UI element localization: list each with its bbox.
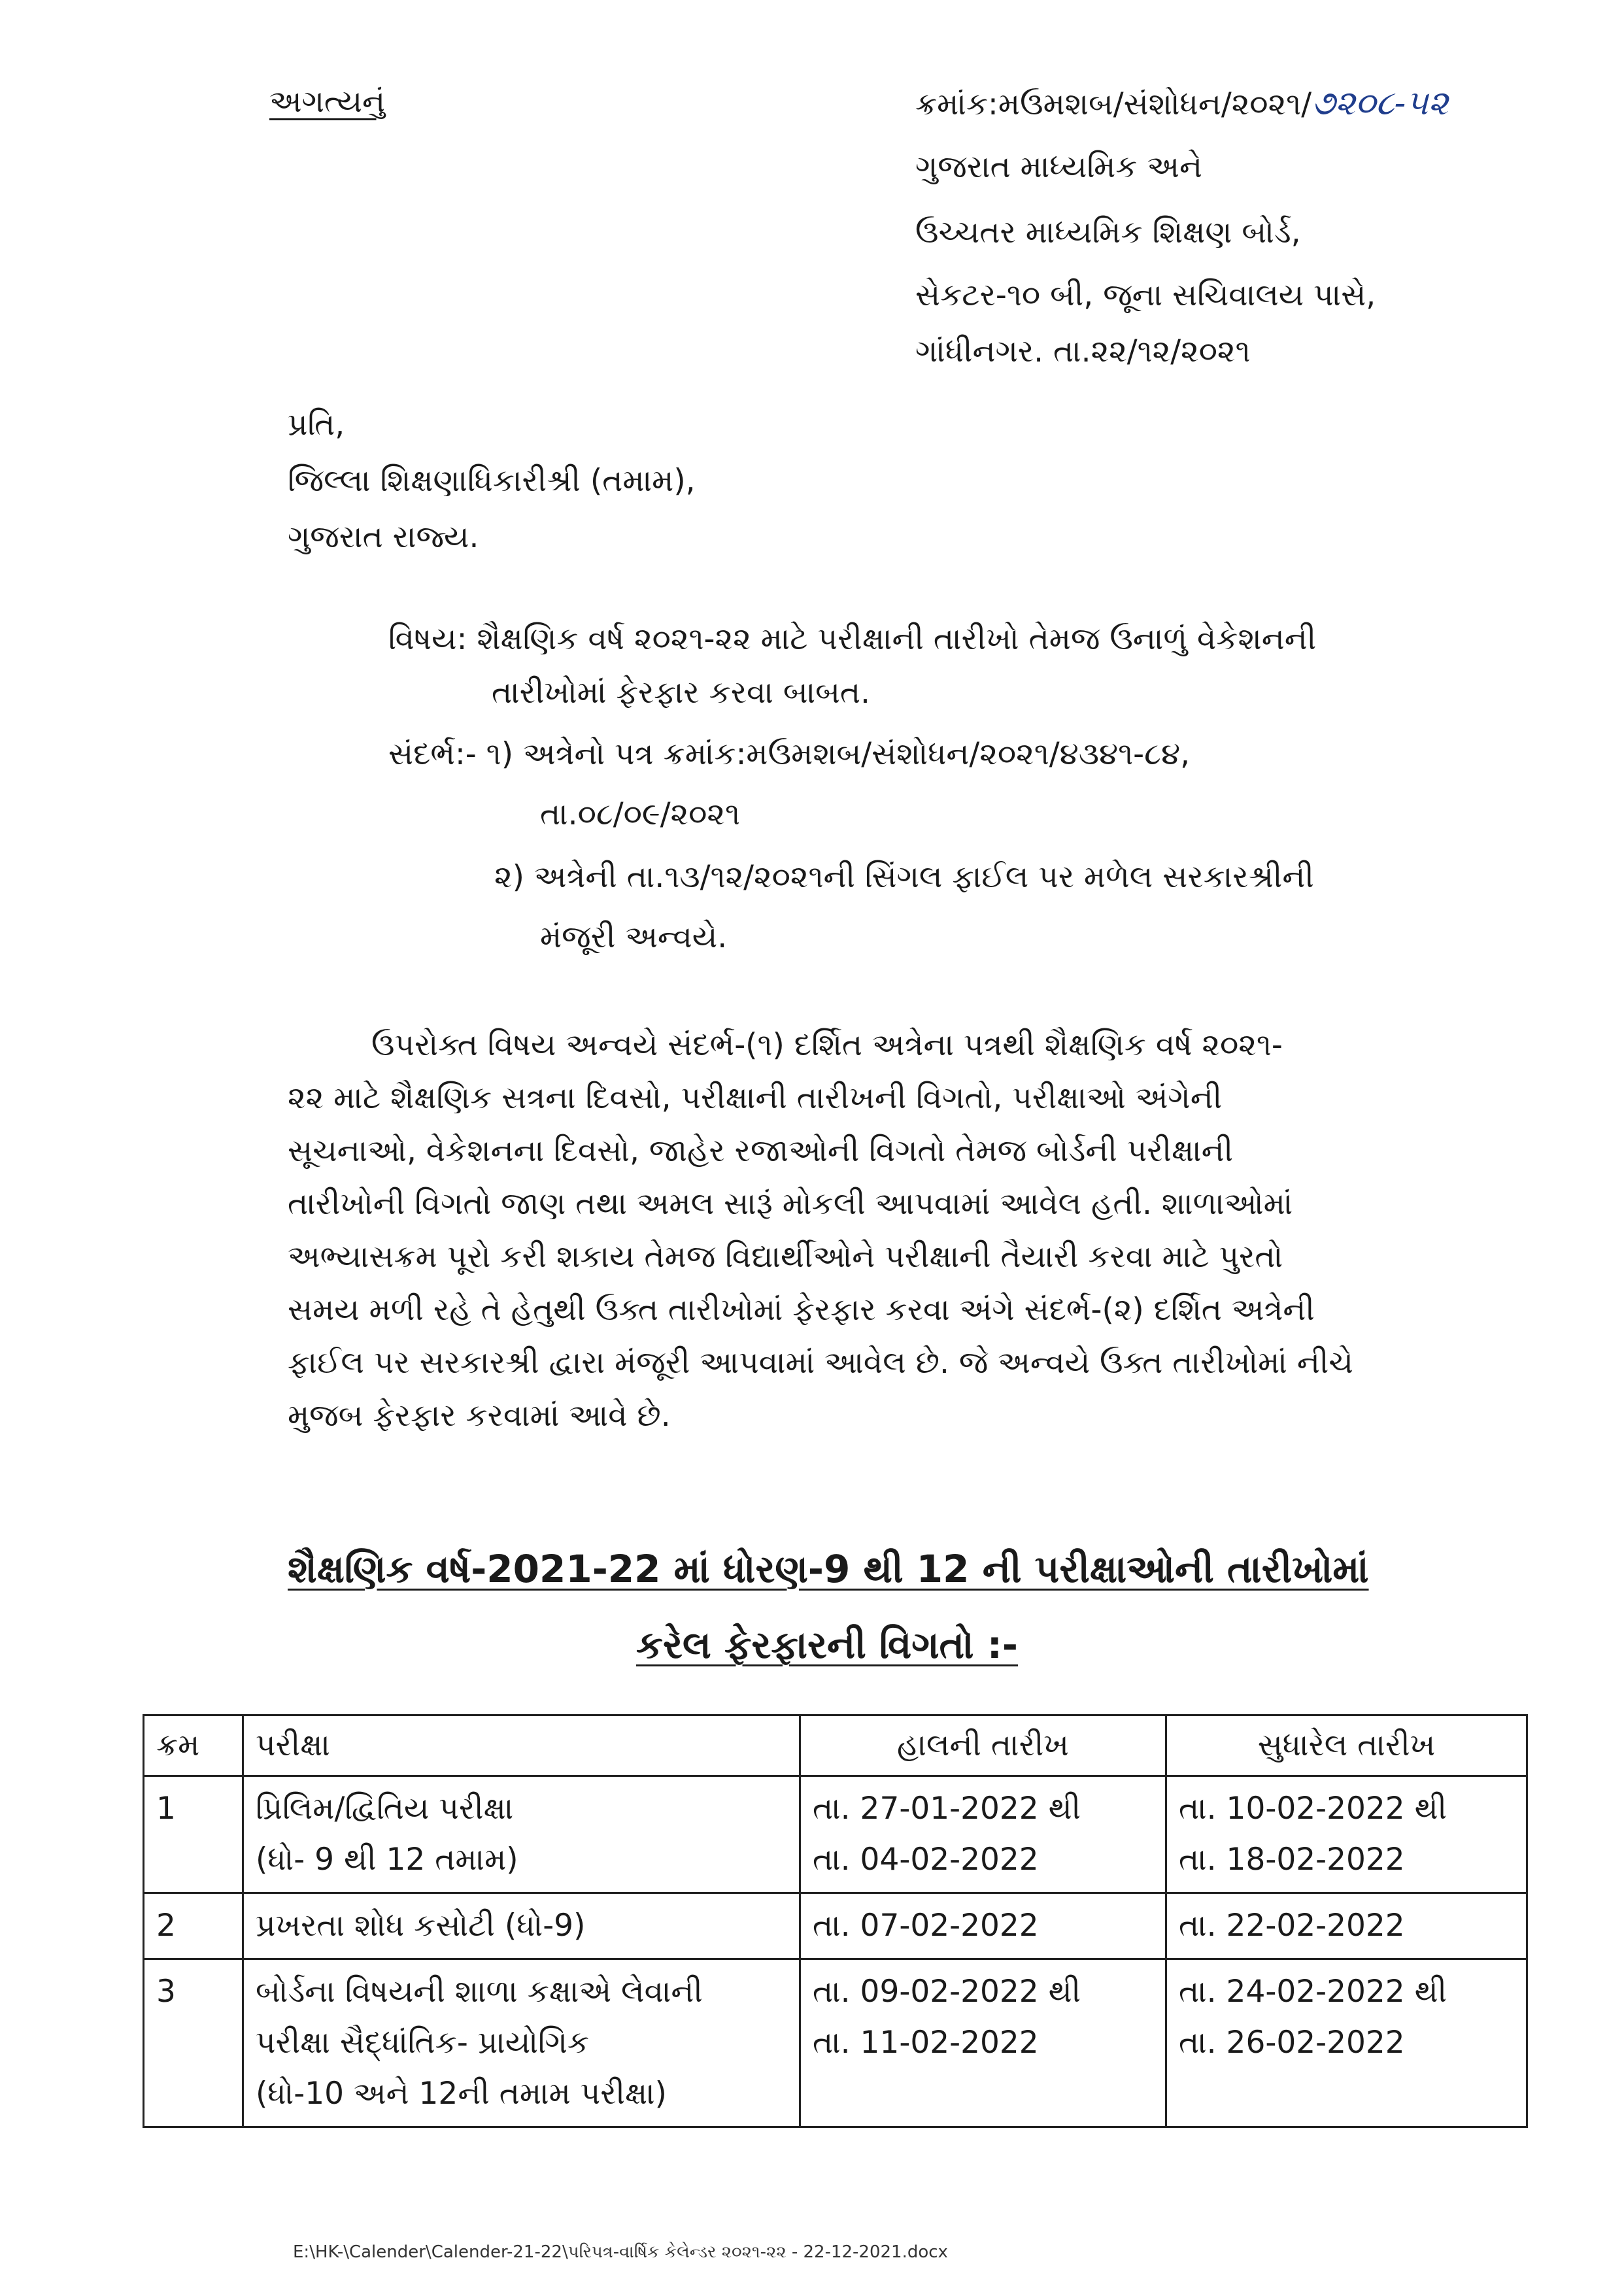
body-line: ફાઈલ પર સરકારશ્રી દ્વારા મંજૂરી આપવામાં આવેલ છે. જે અન્વયે ઉક્ત તારીખોમાં નીચે <box>288 1345 1353 1381</box>
row-current-date <box>800 1893 1166 1959</box>
body-line: સૂચનાઓ, વેકેશનના દિવસો, જાહેર રજાઓની વિગતો તેમજ બોર્ડની પરીક્ષાની <box>288 1133 1234 1169</box>
row-current-date <box>800 1776 1166 1893</box>
table-row <box>144 1893 1527 1959</box>
exam-name-line: પરીક્ષા સૈદ્ધાંતિક- પ્રાયોગિક <box>256 2025 590 2061</box>
header-current-date: હાલની તારીખ <box>800 1715 1166 1776</box>
date-line: તા. 10-02-2022 થી <box>1179 1791 1447 1827</box>
row-revised-date <box>1166 1776 1527 1893</box>
exam-name-line: પ્રિલિમ/દ્વિતિય પરીક્ષા <box>256 1791 514 1827</box>
date-line: તા. 24-02-2022 થી <box>1179 1974 1447 2010</box>
exam-name-line: બોર્ડના વિષયની શાળા કક્ષાએ લેવાની <box>256 1974 703 2010</box>
date-line: તા. 22-02-2022 <box>1179 1908 1405 1944</box>
row-revised-date <box>1166 1893 1527 1959</box>
body-line: અભ્યાસક્રમ પૂરો કરી શકાય તેમજ વિદ્યાર્થીઓને પરીક્ષાની તૈયારી કરવા માટે પુરતો <box>288 1239 1283 1275</box>
row-exam <box>243 1776 800 1893</box>
recipient-to: પ્રતિ, <box>288 407 345 443</box>
table-row <box>144 1776 1527 1893</box>
exam-name-line: પ્રખરતા શોધ કસોટી (ધો-9) <box>256 1908 586 1944</box>
section-heading-line: કરેલ ફેરફારની વિગતો :- <box>636 1623 1018 1667</box>
date-line: તા. 27-01-2022 થી <box>813 1791 1081 1827</box>
header-serial: ક્રમ <box>144 1715 243 1776</box>
reference-number <box>915 84 1448 124</box>
office-line: ઉચ્ચતર માધ્યમિક શિક્ષણ બોર્ડ, <box>915 214 1301 250</box>
exam-name-line: (ધો-10 અને 12ની તમામ પરીક્ષા) <box>256 2076 667 2112</box>
header-exam: પરીક્ષા <box>243 1715 800 1776</box>
row-serial: 1 <box>144 1776 243 1893</box>
date-line: તા. 18-02-2022 <box>1179 1842 1405 1878</box>
row-exam <box>243 1959 800 2127</box>
exam-dates-table <box>143 1714 1528 2128</box>
date-line: તા. 11-02-2022 <box>813 2025 1039 2061</box>
section-heading-line: શૈક્ષણિક વર્ષ-2021-22 માં ધોરણ-9 થી 12 ની પરીક્ષાઓની તારીખોમાં <box>288 1547 1369 1591</box>
body-line: તારીખોની વિગતો જાણ તથા અમલ સારૂં મોકલી આપવામાં આવેલ હતી. શાળાઓમાં <box>288 1186 1293 1222</box>
body-line: સમય મળી રહે તે હેતુથી ઉક્ત તારીખોમાં ફેરફાર કરવા અંગે સંદર્ભ-(૨) દર્શિત અત્રેની <box>288 1292 1315 1328</box>
reference-line: ૨) અત્રેની તા.૧૩/૧૨/૨૦૨૧ની સિંગલ ફાઈલ પર મળેલ સરકારશ્રીની <box>494 859 1314 895</box>
header-revised-date: સુધારેલ તારીખ <box>1166 1715 1527 1776</box>
reference-line: સંદર્ભ:- ૧) અત્રેનો પત્ર ક્રમાંક:મઉમશબ/સંશોધન/૨૦૨૧/૪૩૪૧-૮૪, <box>388 736 1191 772</box>
row-current-date <box>800 1959 1166 2127</box>
recipient-line: જિલ્લા શિક્ષણાધિકારીશ્રી (તમામ), <box>288 463 696 499</box>
office-line: સેકટર-૧૦ બી, જૂના સચિવાલય પાસે, <box>915 277 1376 313</box>
date-line: તા. 04-02-2022 <box>813 1842 1039 1878</box>
subject-line: વિષય: શૈક્ષણિક વર્ષ ૨૦૨૧-૨૨ માટે પરીક્ષાની તારીખો તેમજ ઉનાળું વેકેશનની <box>388 621 1317 657</box>
row-serial: 2 <box>144 1893 243 1959</box>
reference-number-handwritten: ૭૨૦૮-૫૨ <box>1311 84 1448 123</box>
reference-line: તા.૦૮/૦૯/૨૦૨૧ <box>540 796 741 832</box>
office-line: ગુજરાત માધ્યમિક અને <box>915 149 1203 185</box>
row-exam <box>243 1893 800 1959</box>
reference-number-printed: ક્રમાંક:મઉમશબ/સંશોધન/૨૦૨૧/ <box>915 86 1312 122</box>
footer-file-path: E:\HK-\Calender\Calender-21-22\પરિપત્ર-વાર્ષિક કેલેન્ડર ૨૦૨૧-૨૨ - 22-12-2021.docx <box>293 2242 948 2262</box>
body-line: ૨૨ માટે શૈક્ષણિક સત્રના દિવસો, પરીક્ષાની તારીખની વિગતો, પરીક્ષાઓ અંગેની <box>288 1080 1223 1116</box>
date-line: તા. 09-02-2022 થી <box>813 1974 1081 2010</box>
table-header-row <box>144 1715 1527 1776</box>
table-row <box>144 1959 1527 2127</box>
date-line: તા. 07-02-2022 <box>813 1908 1039 1944</box>
date-line: તા. 26-02-2022 <box>1179 2025 1405 2061</box>
office-date: ગાંધીનગર. તા.૨૨/૧૨/૨૦૨૧ <box>915 333 1251 369</box>
body-paragraph <box>288 1019 1445 1442</box>
reference-line: મંજૂરી અન્વયે. <box>540 919 728 955</box>
recipient-line: ગુજરાત રાજ્ય. <box>288 519 479 555</box>
subject-line: તારીખોમાં ફેરફાર કરવા બાબત. <box>492 675 870 711</box>
exam-name-line: (ધો- 9 થી 12 તમામ) <box>256 1842 518 1878</box>
body-line: મુજબ ફેરફાર કરવામાં આવે છે. <box>288 1398 671 1434</box>
urgent-label: અગત્યનું <box>269 84 386 120</box>
body-line: ઉપરોક્ત વિષય અન્વયે સંદર્ભ-(૧) દર્શિત અત્રેના પત્રથી શૈક્ષણિક વર્ષ ૨૦૨૧- <box>371 1027 1283 1063</box>
row-serial: 3 <box>144 1959 243 2127</box>
row-revised-date <box>1166 1959 1527 2127</box>
